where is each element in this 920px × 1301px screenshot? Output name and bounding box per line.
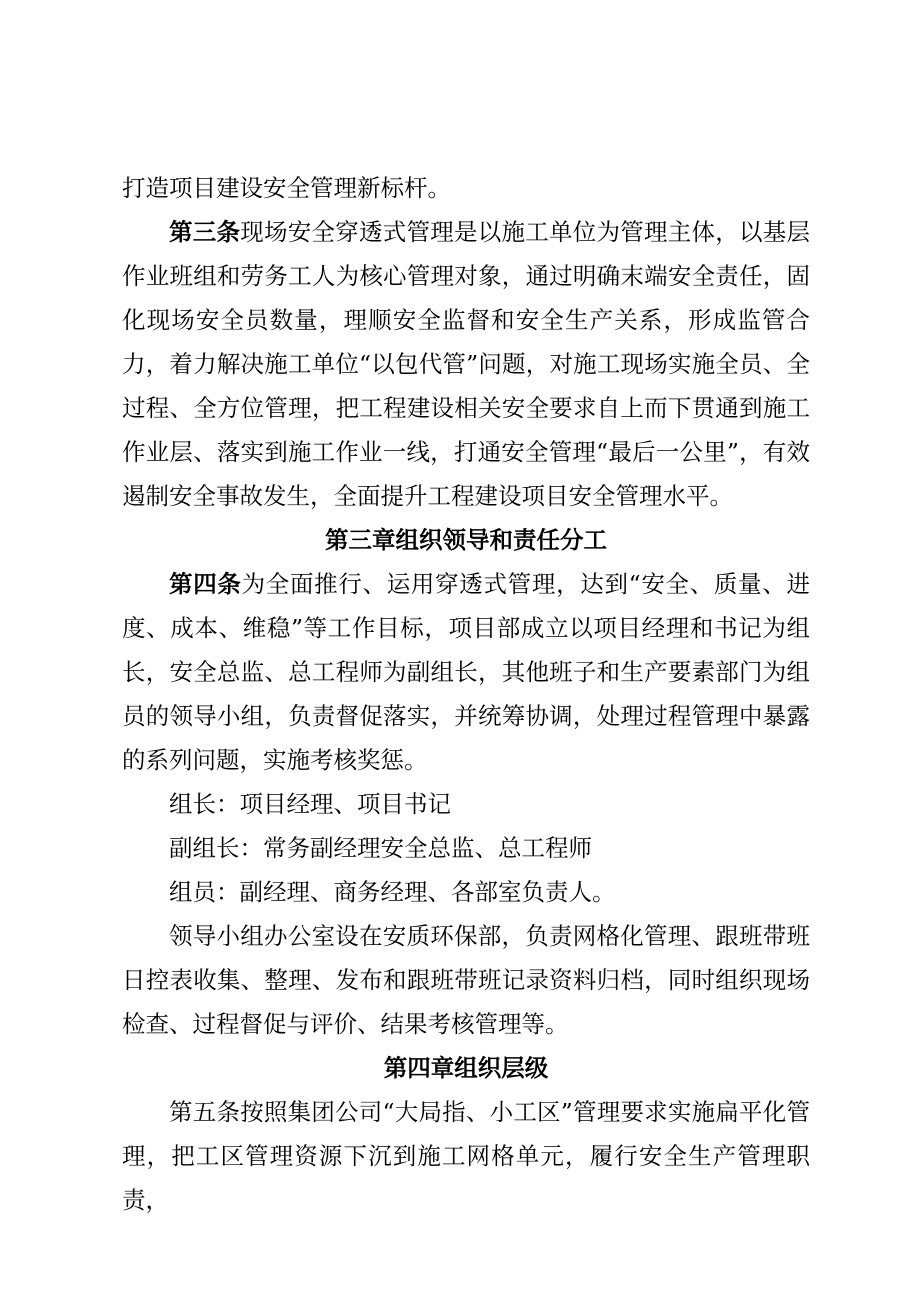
leader-line: 组长：项目经理、项目书记 bbox=[169, 790, 451, 818]
article-3-label: 第三条 bbox=[169, 218, 241, 246]
paragraph-continuation: 打造项目建设安全管理新标杆。 bbox=[122, 174, 451, 202]
article-4-text: 为全面推行、运用穿透式管理，达到“安全、质量、进度、成本、维稳”等工作目标，项目部成立以项目经理和书记为组长，安全总监、总工程师为副组长，其他班子和生产要素部门为组员的领导小组，负责督促落实，并统筹协调，处理过程管理中暴露的系列问题，实施考核奖惩。 bbox=[122, 570, 811, 774]
chapter-4-title: 第四章组织层级 bbox=[383, 1054, 549, 1082]
article-3 bbox=[122, 210, 810, 518]
article-3-text: 现场安全穿透式管理是以施工单位为管理主体，以基层作业班组和劳务工人为核心管理对象，通过明确末端安全责任，固化现场安全员数量，理顺安全监督和安全生产关系，形成监管合力，着力解决施工单位“以包代管”问题，对施工现场实施全员、全过程、全方位管理，把工程建设相关安全要求自上而下贯通到施工作业层、落实到施工作业一线，打通安全管理“最后一公里”，有效遏制安全事故发生，全面提升工程建设项目安全管理水平。 bbox=[122, 218, 810, 510]
article-4-label: 第四条 bbox=[169, 570, 242, 598]
deputy-leader-line: 副组长：常务副经理安全总监、总工程师 bbox=[169, 834, 592, 862]
chapter-3-title: 第三章组织领导和责任分工 bbox=[325, 526, 607, 554]
document-page bbox=[122, 166, 810, 1222]
article-5: 第五条按照集团公司“大局指、小工区”管理要求实施扁平化管理，把工区管理资源下沉到施工网格单元，履行安全生产管理职责， bbox=[122, 1098, 810, 1214]
members-line: 组员：副经理、商务经理、各部室负责人。 bbox=[169, 878, 616, 906]
office-paragraph: 领导小组办公室设在安质环保部，负责网格化管理、跟班带班日控表收集、整理、发布和跟班带班记录资料归档，同时组织现场检查、过程督促与评价、结果考核管理等。 bbox=[122, 922, 810, 1038]
article-4 bbox=[122, 562, 810, 782]
